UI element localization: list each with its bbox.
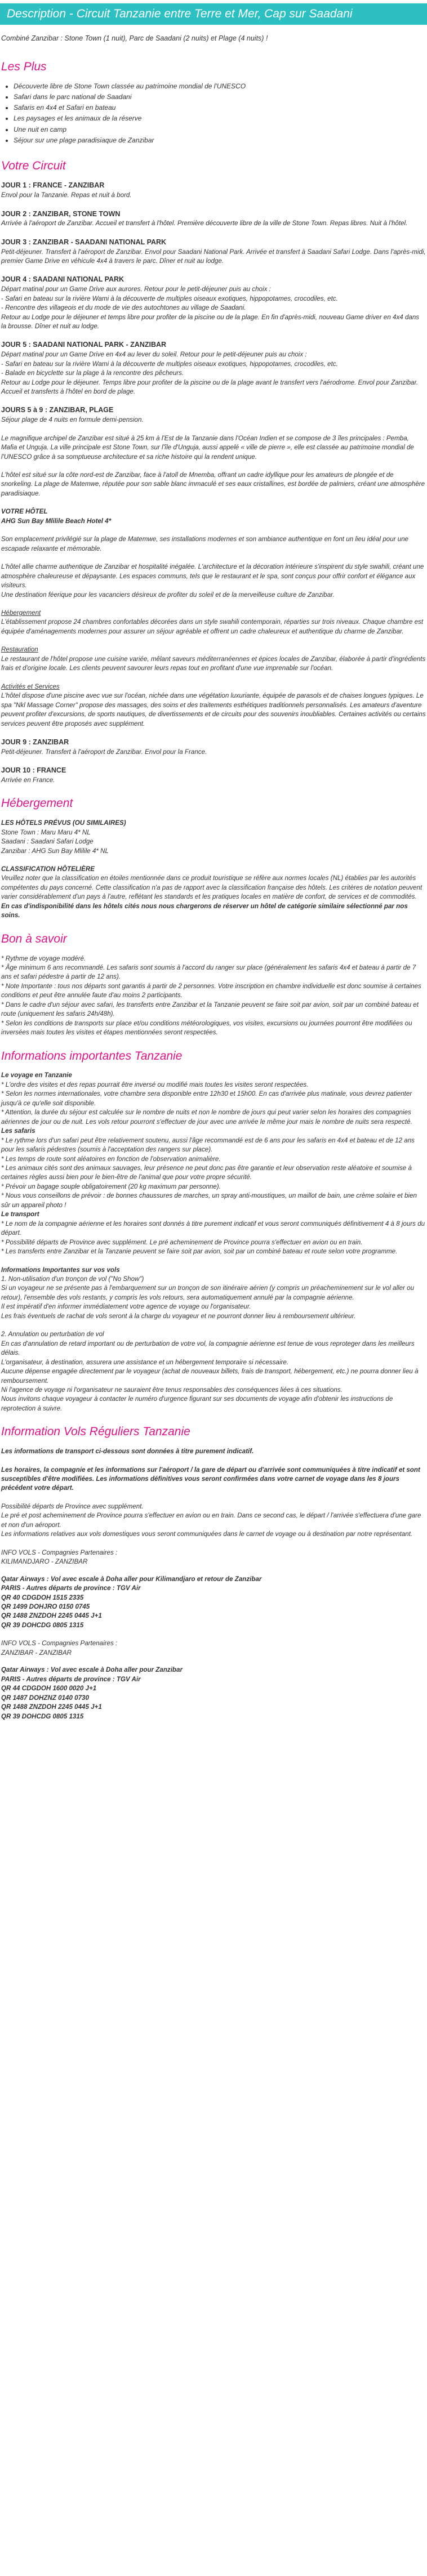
- list-item: • Séjour sur une plage paradisiaque de Zanzibar: [14, 136, 427, 145]
- day-title: JOUR 2 : ZANZIBAR, STONE TOWN: [1, 209, 121, 218]
- vols-text: Possibilité départs de Province avec supplément.: [1, 1502, 144, 1510]
- vols-text: Le pré et post acheminement de Province pourra s'effectuer en avion ou en train. Dans ce second cas, le départ / l'arrivée s'effectuera d'une gare et non d'un aéroport.: [1, 1512, 421, 1529]
- flight-block: [1, 1548, 426, 1631]
- flight-line: QR 1487 DOHZNZ 0140 0730: [1, 1694, 89, 1702]
- savoir-line: * Selon les conditions de transports sur place et/ou conditions météorologiques, vos visites, excursions ou journées pourront être modifiées ou inversées mais toutes les visites et étapes mentionnées seront respectées.: [1, 1019, 412, 1037]
- flight-line: QR 40 CDGDOH 1515 2335: [1, 1593, 84, 1601]
- day-text: - Rencontre des villageois et du mode de vie des autochtones au village de Saadani.: [1, 304, 246, 312]
- flight-line: QR 39 DOHCDG 0805 1315: [1, 1621, 84, 1629]
- day-block: [1, 405, 426, 425]
- infos-line: Ni l'agence de voyage ni l'organisateur ne sauraient être tenus responsables des conséquences liées à ces situations.: [1, 1386, 343, 1394]
- subsection-label: Hébergement: [1, 609, 41, 617]
- vols-body: [0, 1447, 427, 1721]
- day-block: [1, 766, 426, 785]
- archipel-text: Le magnifique archipel de Zanzibar est situé à 25 km à l'Est de la Tanzanie dans l'Océan Indien et se compose de 3 îles principales : Pemba, Mafia et Unguja. La ville principale est Stone Town, sur l'île d'Unguja, aussi appelé « ville de pierre », elle est classée au patrimoine mondial de l'UNESCO grâce à sa somptueuse architecture et sa riche histoire qui la rendent unique.: [1, 434, 414, 461]
- subsection-text: L'établissement propose 24 chambres confortables décorées dans un style swahili contemporain, réparties sur trois niveaux. Chaque chambre est équipée d'aménagements modernes pour assurer un séjour agréable et offrent un cadre chaleureux et authentique du charme de Zanzibar.: [1, 618, 424, 635]
- day-text: Envol pour la Tanzanie. Repas et nuit à bord.: [1, 191, 132, 199]
- day-title: JOUR 9 : ZANZIBAR: [1, 738, 69, 746]
- infos-line: Il est impératif d'en informer immédiatement votre agence de voyage ou l'organisateur.: [1, 1303, 251, 1311]
- day-text: Séjour plage de 4 nuits en formule demi-pension.: [1, 416, 144, 424]
- day-text: - Safari en bateau sur la rivière Wami à la découverte de multiples oiseaux exotiques, hippopotames, crocodiles, etc.: [1, 360, 338, 368]
- infos-line: * Attention, la durée du séjour est calculée sur le nombre de nuits et non le nombre de jours qui peut varier selon les horaires des compagnies aériennes de jour ou de nuit. Les vols retour pourront s'effectuer de jour avec une arrivée le même jour mais le nombre de nuits sera respecté.: [1, 1109, 412, 1126]
- savoir-line: * Âge minimum 6 ans recommandé. Les safaris sont soumis à l'accord du ranger sur place (généralement les safaris 4x4 et bateau à partir de 7 ans et safari pédestre à partir de 12 ans).: [1, 964, 416, 981]
- day-block: [1, 238, 426, 266]
- infos-body: [0, 1071, 427, 1413]
- hebergement-body: [0, 819, 427, 921]
- restauration-sub: [1, 645, 426, 673]
- infos-line: * Possibilité départs de Province avec supplément. Le pré acheminement de Province pourra s'effectuer en avion ou en train.: [1, 1238, 363, 1246]
- infos-line: 2. Annulation ou perturbation de vol: [1, 1331, 104, 1338]
- day-title: JOUR 4 : SAADANI NATIONAL PARK: [1, 275, 124, 284]
- subsection-label: Restauration: [1, 646, 38, 654]
- day-text: Retour au Lodge pour le déjeuner et temps libre pour profiter de la piscine ou de la plage. En fin d'après-midi, nouveau Game driver en 4x4 dans la brousse. Dîner et nuit au lodge.: [1, 313, 420, 330]
- hotel-name: AHG Sun Bay Mlilile Beach Hotel 4*: [1, 517, 112, 525]
- infos-label: Informations Importantes sur vos vols: [1, 1266, 120, 1274]
- subsection-label: Activités et Services: [1, 682, 60, 690]
- infos-line: Aucune dépense engagée directement par le voyageur (achat de nouveaux billets, frais de transport, hébergement, etc.) ne pourra donner lieu à remboursement.: [1, 1368, 419, 1385]
- infos-line: * Le rythme lors d'un safari peut être relativement soutenu, aussi l'âge recommandé est de 6 ans pour les safaris en 4x4 et bateau et de 12 ans pour les safaris pédestres (soumis à l'acceptation des rangers sur place).: [1, 1136, 415, 1154]
- day-text: - Balade en bicyclette sur la plage à la rencontre des pêcheurs.: [1, 369, 184, 377]
- subsection-text: L'hôtel dispose d'une piscine avec vue sur l'océan, nichée dans une végétation luxuriante, équipée de parasols et de chaises longues typiques. Le spa "Nkl Massage Corner" propose des massages, des soins et des traitements esthétiques traditionnels personnalisés. Les amateurs d'aventure peuvent profiter d'excursions, de sports nautiques, de divertissements et de circuits pour des souvenirs inoubliables. Certaines activités ou certains services peuvent être proposés avec supplément.: [1, 692, 426, 727]
- infos-line: * L'ordre des visites et des repas pourrait être inversé ou modifié mais toutes les visites seront respectées.: [1, 1081, 309, 1088]
- day-title: JOUR 1 : FRANCE - ZANZIBAR: [1, 181, 105, 190]
- hotel-block: [1, 507, 426, 526]
- flight-line: QR 39 DOHCDG 0805 1315: [1, 1712, 84, 1720]
- list-item: • Une nuit en camp: [14, 125, 427, 135]
- hotel-line: Saadani : Saadani Safari Lodge: [1, 838, 94, 846]
- flight-line: QR 1499 DOHJRO 0150 0745: [1, 1603, 90, 1611]
- infos-line: * Selon les normes internationales, votre chambre sera disponible entre 12h30 et 15h00. En cas d'arrivée plus matinale, vous devrez patienter jusqu'à ce qu'elle soit disponible.: [1, 1090, 412, 1107]
- circuit-body: [0, 181, 427, 785]
- day-text: - Safari en bateau sur la rivière Wami à la découverte de multiples oiseaux exotiques, hippopotames, crocodiles, etc.: [1, 294, 338, 302]
- infos-line: 1. Non-utilisation d'un tronçon de vol ("No Show"): [1, 1275, 144, 1283]
- infos-label: Le voyage en Tanzanie: [1, 1072, 72, 1079]
- flight-line: QR 44 CDGDOH 1600 0020 J+1: [1, 1685, 97, 1693]
- classif-label: CLASSIFICATION HÔTELIÈRE: [1, 865, 95, 873]
- section-title-infos: Informations importantes Tanzanie: [1, 1049, 183, 1062]
- day-text: Retour au Lodge pour le déjeuner. Temps libre pour profiter de la piscine ou de la plage avant le transfert vers l'aérodrome. Envol pour Zanzibar. Accueil et transferts à l'hôtel en bord de plage.: [1, 378, 419, 396]
- day-block: [1, 738, 426, 757]
- savoir-body: [0, 954, 427, 1038]
- infos-label: Les safaris: [1, 1127, 35, 1135]
- vols-text: Les informations de transport ci-dessous sont données à titre purement indicatif.: [1, 1448, 254, 1456]
- section-title-vols: Information Vols Réguliers Tanzanie: [1, 1425, 190, 1439]
- day-title: JOURS 5 à 9 : ZANZIBAR, PLAGE: [1, 406, 114, 414]
- hebergement-sub: [1, 609, 426, 636]
- day-text: Petit-déjeuner. Transfert à l'aéroport de Zanzibar. Envol pour la France.: [1, 748, 207, 756]
- list-item: • Découverte libre de Stone Town classée au patrimoine mondial de l'UNESCO: [14, 82, 427, 91]
- day-text: Arrivée à l'aéroport de Zanzibar. Accueil et transfert à l'hôtel. Première découverte libre de la ville de Stone Town. Repas libres. Nuit à l'hôtel.: [1, 220, 408, 227]
- infos-line: Les frais éventuels de rachat de vols seront à la charge du voyageur et ne pourront donner lieu à remboursement ultérieur.: [1, 1312, 356, 1320]
- infos-line: En cas d'annulation de retard important ou de perturbation de votre vol, la compagnie aérienne est tenue de vous reproteger dans les meilleurs délais.: [1, 1340, 415, 1357]
- intro-text: Combiné Zanzibar : Stone Town (1 nuit), Parc de Saadani (2 nuits) et Plage (4 nuits) !: [1, 34, 268, 42]
- day-title: JOUR 3 : ZANZIBAR - SAADANI NATIONAL PARK: [1, 238, 167, 246]
- day-text: Petit-déjeuner. Transfert à l'aéroport de Zanzibar. Envol pour Saadani National Park. Arrivée et transfert à Saadani Safari Lodge. Dans l'après-midi, premier Game Drive en véhicule 4x4 à travers le parc. Dîner et nuit au lodge.: [1, 248, 426, 265]
- section-title-savoir: Bon à savoir: [1, 932, 67, 945]
- infos-line: * Les animaux cités sont des animaux sauvages, leur présence ne peut donc pas être garantie et leur observation reste aléatoire et soumise à certaines règles aussi bien pour le bien-être de l'animal que pour votre propre sécurité.: [1, 1164, 412, 1181]
- infos-line: * Les transferts entre Zanzibar et la Tanzanie peuvent se faire soit par avion, soit par un combiné bateau et route selon votre programme.: [1, 1248, 398, 1256]
- hotel-line: Stone Town : Maru Maru 4* NL: [1, 828, 91, 836]
- flight-line: QR 1488 ZNZDOH 2245 0445 J+1: [1, 1612, 102, 1620]
- section-title-hebergement: Hébergement: [1, 797, 73, 810]
- infos-line: * Prévoir un bagage souple obligatoirement (20 kg maximum par personne).: [1, 1182, 221, 1190]
- infos-line: Si un voyageur ne se présente pas à l'embarquement sur un tronçon de son itinéraire aérien (y compris un préacheminement sur le vol aller ou retour), l'ensemble des vols restants, y compris les vols retours, sera automatiquement annulé par la compagnie aérienne.: [1, 1284, 415, 1301]
- list-item: • Safari dans le parc national de Saadani: [14, 92, 427, 102]
- savoir-line: * Rythme de voyage modéré.: [1, 954, 86, 962]
- flight-route: KILIMANDJARO - ZANZIBAR: [1, 1558, 88, 1566]
- hotel-label: VOTRE HÔTEL: [1, 508, 48, 516]
- vols-text: Les horaires, la compagnie et les informations sur l'aéroport / la gare de départ ou d'arrivée sont communiquées à titre indicatif et sont susceptibles d'être modifiées. Les informations définitives vous seront confirmées dans votre carnet de voyage dans les 8 jours précédent votre départ.: [1, 1466, 420, 1492]
- flight-line: QR 1488 ZNZDOH 2245 0445 J+1: [1, 1703, 102, 1711]
- day-block: [1, 181, 426, 200]
- flight-line: PARIS - Autres départs de province : TGV Air: [1, 1584, 141, 1592]
- vols-text: Les informations relatives aux vols domestiques vous seront communiquées dans le carnet de voyage ou à destination par notre représentant.: [1, 1530, 413, 1538]
- subsection-text: Le restaurant de l'hôtel propose une cuisine variée, mêlant saveurs méditerranéennes et épices locales de Zanzibar, élaborée à partir d'ingrédients frais et d'origine locale. Les clients peuvent savourer leurs repas tout en profitant d'une vue imprenable sur l'océan.: [1, 655, 426, 672]
- page-banner: Description - Circuit Tanzanie entre Terre et Mer, Cap sur Saadani: [0, 3, 427, 25]
- infos-label: Le transport: [1, 1211, 39, 1218]
- list-item: • Les paysages et les animaux de la réserve: [14, 114, 427, 123]
- day-title: JOUR 5 : SAADANI NATIONAL PARK - ZANZIBAR: [1, 341, 167, 349]
- infos-line: Nous invitons chaque voyageur à contacter le numéro d'urgence figurant sur ses documents de voyage afin d'obtenir les instructions de reprotection à suivre.: [1, 1395, 393, 1412]
- hotels-label: LES HÔTELS PRÉVUS (OU SIMILAIRES): [1, 819, 126, 827]
- infos-line: * Le nom de la compagnie aérienne et les horaires sont donnés à titre purement indicatif et vous seront communiqués définitivement 4 à 8 jours du départ.: [1, 1220, 425, 1237]
- infos-line: * Les temps de route sont aléatoires en fonction de l'observation animalière.: [1, 1155, 221, 1163]
- savoir-line: * Dans le cadre d'un séjour avec safari, les transferts entre Zanzibar et la Tanzanie peuvent se faire soit par avion, soit par un combiné bateau et route (uniquement les safaris 24h/48h).: [1, 1001, 419, 1018]
- infos-line: * Nous vous conseillons de prévoir : de bonnes chaussures de marches, un spray anti-moustiques, un maillot de bain, une crème solaire et bien sûr un appareil photo !: [1, 1192, 417, 1209]
- section-title-circuit: Votre Circuit: [1, 159, 66, 172]
- day-title: JOUR 10 : FRANCE: [1, 766, 66, 775]
- day-text: Départ matinal pour un Game Drive en 4x4 au lever du soleil. Retour pour le petit-déjeuner puis au choix :: [1, 351, 307, 359]
- hotel-paragraph: L'hôtel allie charme authentique de Zanzibar et hospitalité inégalée. L'architecture et la décoration intérieure s'inspirent du style swahili, créant une atmosphère chaleureuse et dépaysante. Les espaces communs, tels que le restaurant et le spa, sont conçus pour offrir confort et élégance aux visiteurs.: [1, 563, 424, 590]
- infos-line: L'organisateur, à destination, assurera une assistance et un hébergement temporaire si nécessaire.: [1, 1358, 289, 1366]
- list-item: • Safaris en 4x4 et Safari en bateau: [14, 103, 427, 113]
- hotel-line: Zanzibar : AHG Sun Bay Mlilile 4* NL: [1, 847, 109, 855]
- day-block: [1, 209, 426, 229]
- day-text: Arrivée en France.: [1, 776, 55, 784]
- day-block: [1, 275, 426, 331]
- hotel-paragraph: Une destination féerique pour les vacanciers désireux de profiter du soleil et de la merveilleuse culture de Zanzibar.: [1, 591, 335, 599]
- flight-line: PARIS - Autres départs de province : TGV Air: [1, 1675, 141, 1683]
- plus-list: [0, 82, 427, 145]
- flight-block: [1, 1639, 426, 1721]
- day-block: [1, 340, 426, 396]
- hotel-location-text: L'hôtel est situé sur la côte nord-est de Zanzibar, face à l'atoll de Mnemba, offrant un cadre idyllique pour les amateurs de plongée et de snorkeling. La plage de Matemwe, réputée pour son sable blanc immaculé et ses eaux cristallines, est bordée de palmiers, créant une atmosphère paradisiaque.: [1, 471, 425, 497]
- hotel-paragraph: Son emplacement privilégié sur la plage de Matemwe, ses installations modernes et son ambiance authentique en font un lieu idéal pour une escapade relaxante et mémorable.: [1, 535, 409, 552]
- flight-route: ZANZIBAR - ZANZIBAR: [1, 1649, 72, 1657]
- day-text: Départ matinal pour un Game Drive aux aurores. Retour pour le petit-déjeuner puis au choix :: [1, 285, 271, 293]
- savoir-line: * Note Importante : tous nos départs sont garantis à partir de 2 personnes. Votre inscription en chambre individuelle est donc soumise à certaines conditions et peut être annulée faute d'au moins 2 participants.: [1, 982, 421, 999]
- flight-head: INFO VOLS - Compagnies Partenaires :: [1, 1640, 118, 1648]
- classif-text: Veuillez noter que la classification en étoiles mentionnée dans ce produit touristique se réfère aux normes locales (NL) établies par les autorités compétentes du pays concerné. Cette classification n'a pas de rapport avec la classification française des hôtels. Les critères de notation peuvent varier considérablement d'un pays à l'autre, reflétant les standards et les pratiques locales en matière de confort, de services et de commodités.: [1, 874, 422, 901]
- section-title-plus: Les Plus: [1, 60, 47, 73]
- indispo-text: En cas d'indisponibilité dans les hôtels cités nous nous chargerons de réserver un hôtel de catégorie similaire sélectionné par nos soins.: [1, 902, 408, 919]
- activites-sub: [1, 682, 426, 729]
- flight-line: Qatar Airways : Vol avec escale à Doha aller pour Kilimandjaro et retour de Zanzibar: [1, 1575, 262, 1583]
- flight-line: Qatar Airways : Vol avec escale à Doha aller pour Zanzibar: [1, 1666, 183, 1674]
- flight-head: INFO VOLS - Compagnies Partenaires :: [1, 1548, 118, 1556]
